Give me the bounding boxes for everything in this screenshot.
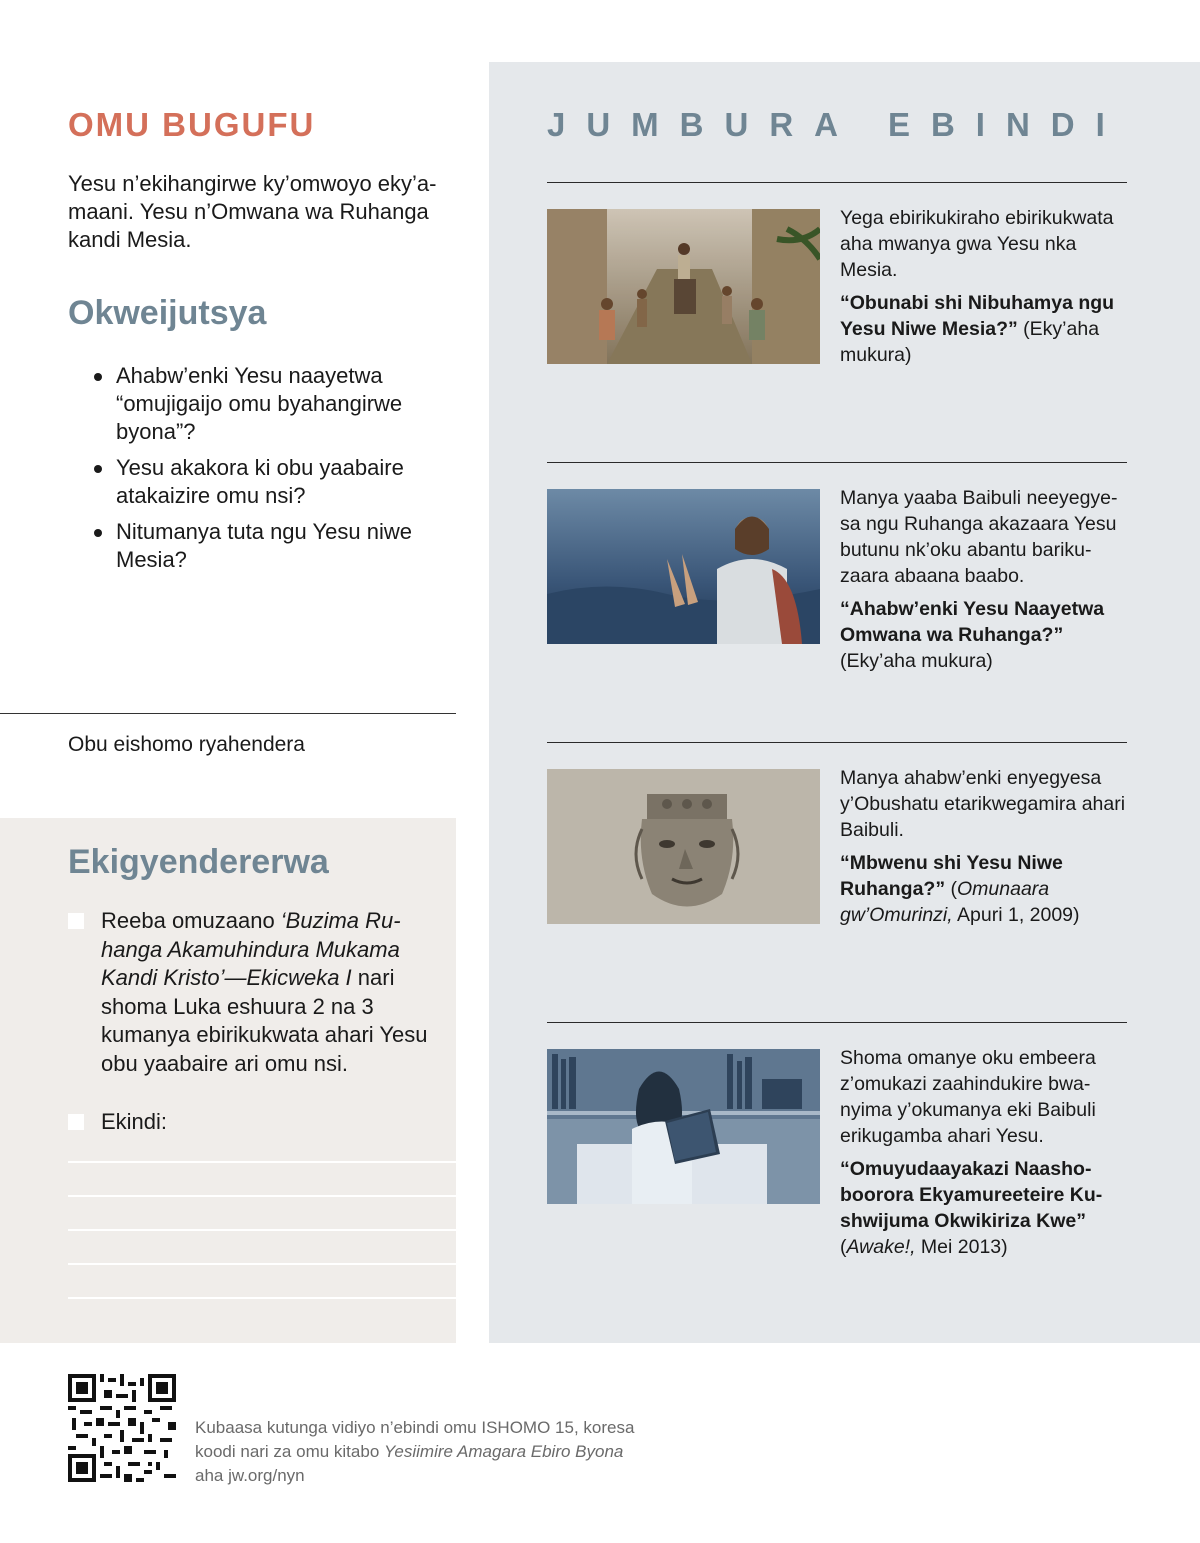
entry-reference[interactable]: “Mbwenu shi Yesu Niwe Ruhanga?” (Omunaara gw’Omurinzi, Apuri 1, 2009)	[840, 852, 1080, 926]
entry-description: Yega ebirikukiraho ebirikukwata aha mwanya gwa Yesu nka Mesia.	[840, 207, 1114, 281]
summary-text: Yesu n’ekihangirwe ky’omwoyo eky’amaani. Yesu n’Omwana wa Ruhanga kandi Mesia.	[68, 171, 437, 252]
checkbox[interactable]	[68, 1114, 84, 1130]
goal-option-text: Reeba omuzaano ‘Buzima Ruhanga Akamuhindura Mukama Kandi Kristo’—Ekicweka I nari shoma Luka eshuura 2 na 3 kumanya ebirikukwata ahari Yesu obu yaabaire ari omu nsi.	[101, 908, 428, 1076]
review-question: Ahabw’enki Yesu naayetwa “omujigaijo omu byahangirwe byona”?	[92, 362, 437, 446]
bullet-icon	[94, 373, 102, 381]
writing-line[interactable]	[68, 1229, 456, 1231]
writing-line[interactable]	[68, 1195, 456, 1197]
explore-more-title: JUMBURA EBINDI	[547, 106, 1126, 143]
entry-description: Shoma omanye oku embeera z’omukazi zaahindukire bwanyima y’okumanya eki Baibuli erikugamba ahari Yesu.	[840, 1047, 1096, 1147]
progress-label: Obu eishomo ryahendera	[68, 733, 305, 756]
qr-code-icon	[68, 1374, 176, 1482]
entry-image[interactable]	[547, 489, 820, 644]
entry-image[interactable]	[547, 1049, 820, 1204]
qr-code[interactable]	[68, 1374, 176, 1482]
bullet-icon	[94, 465, 102, 473]
goal-option-text: Ekindi:	[101, 1109, 168, 1134]
divider	[547, 1022, 1127, 1023]
entry-image[interactable]	[547, 209, 820, 364]
writing-line[interactable]	[68, 1263, 456, 1265]
writing-line[interactable]	[68, 1297, 456, 1299]
entry-reference[interactable]: “Omuyudaayakazi Naashoboorora Ekyamureeteire Kushwijuma Okwikiriza Kwe” (Awake!, Mei 2013)	[840, 1158, 1103, 1258]
review-question: Yesu akakora ki obu yaabaire atakaizire omu nsi?	[92, 454, 437, 510]
review-question-list	[92, 362, 437, 582]
goal-option-other[interactable]	[68, 1108, 428, 1137]
jesus-praying-under-night-sky	[547, 489, 820, 644]
checkbox[interactable]	[68, 913, 84, 929]
divider	[547, 182, 1127, 183]
entry-description: Manya ahabw’enki enyegyesa y’Obushatu etarikwegamira ahari Baibuli.	[840, 767, 1126, 841]
review-title: Okweijutsya	[68, 294, 267, 332]
goal-title: Ekigyendererwa	[68, 843, 329, 881]
divider	[0, 713, 456, 714]
entry-reference[interactable]: “Obunabi shi Nibuhamya ngu Yesu Niwe Mesia?” (Eky’aha mukura)	[840, 292, 1115, 366]
entry-image[interactable]	[547, 769, 820, 924]
entry-reference[interactable]: “Ahabw’enki Yesu Naayetwa Omwana wa Ruhanga?” (Eky’aha mukura)	[840, 598, 1105, 672]
goal-option-watch-video[interactable]	[68, 907, 428, 1078]
woman-reading-book	[547, 1049, 820, 1204]
three-faced-stone-carving	[547, 769, 820, 924]
divider	[547, 742, 1127, 743]
entry-description: Manya yaaba Baibuli neeyegyesa ngu Ruhanga akazaara Yesu butunu nk’oku abantu barikuzaara abaana baabo.	[840, 487, 1118, 587]
bullet-icon	[94, 529, 102, 537]
review-question: Nitumanya tuta ngu Yesu niwe Mesia?	[92, 518, 437, 574]
divider	[547, 462, 1127, 463]
summary-title: OMU BUGUFU	[68, 106, 316, 143]
footer-note: Kubaasa kutunga vidiyo n’ebindi omu ISHOMO 15, koresa koodi nari za omu kitabo Yesiimire Amagara Ebiro Byona aha jw.org/nyn	[195, 1418, 635, 1485]
writing-line[interactable]	[68, 1161, 456, 1163]
jesus-triumphal-entry-illustration	[547, 209, 820, 364]
